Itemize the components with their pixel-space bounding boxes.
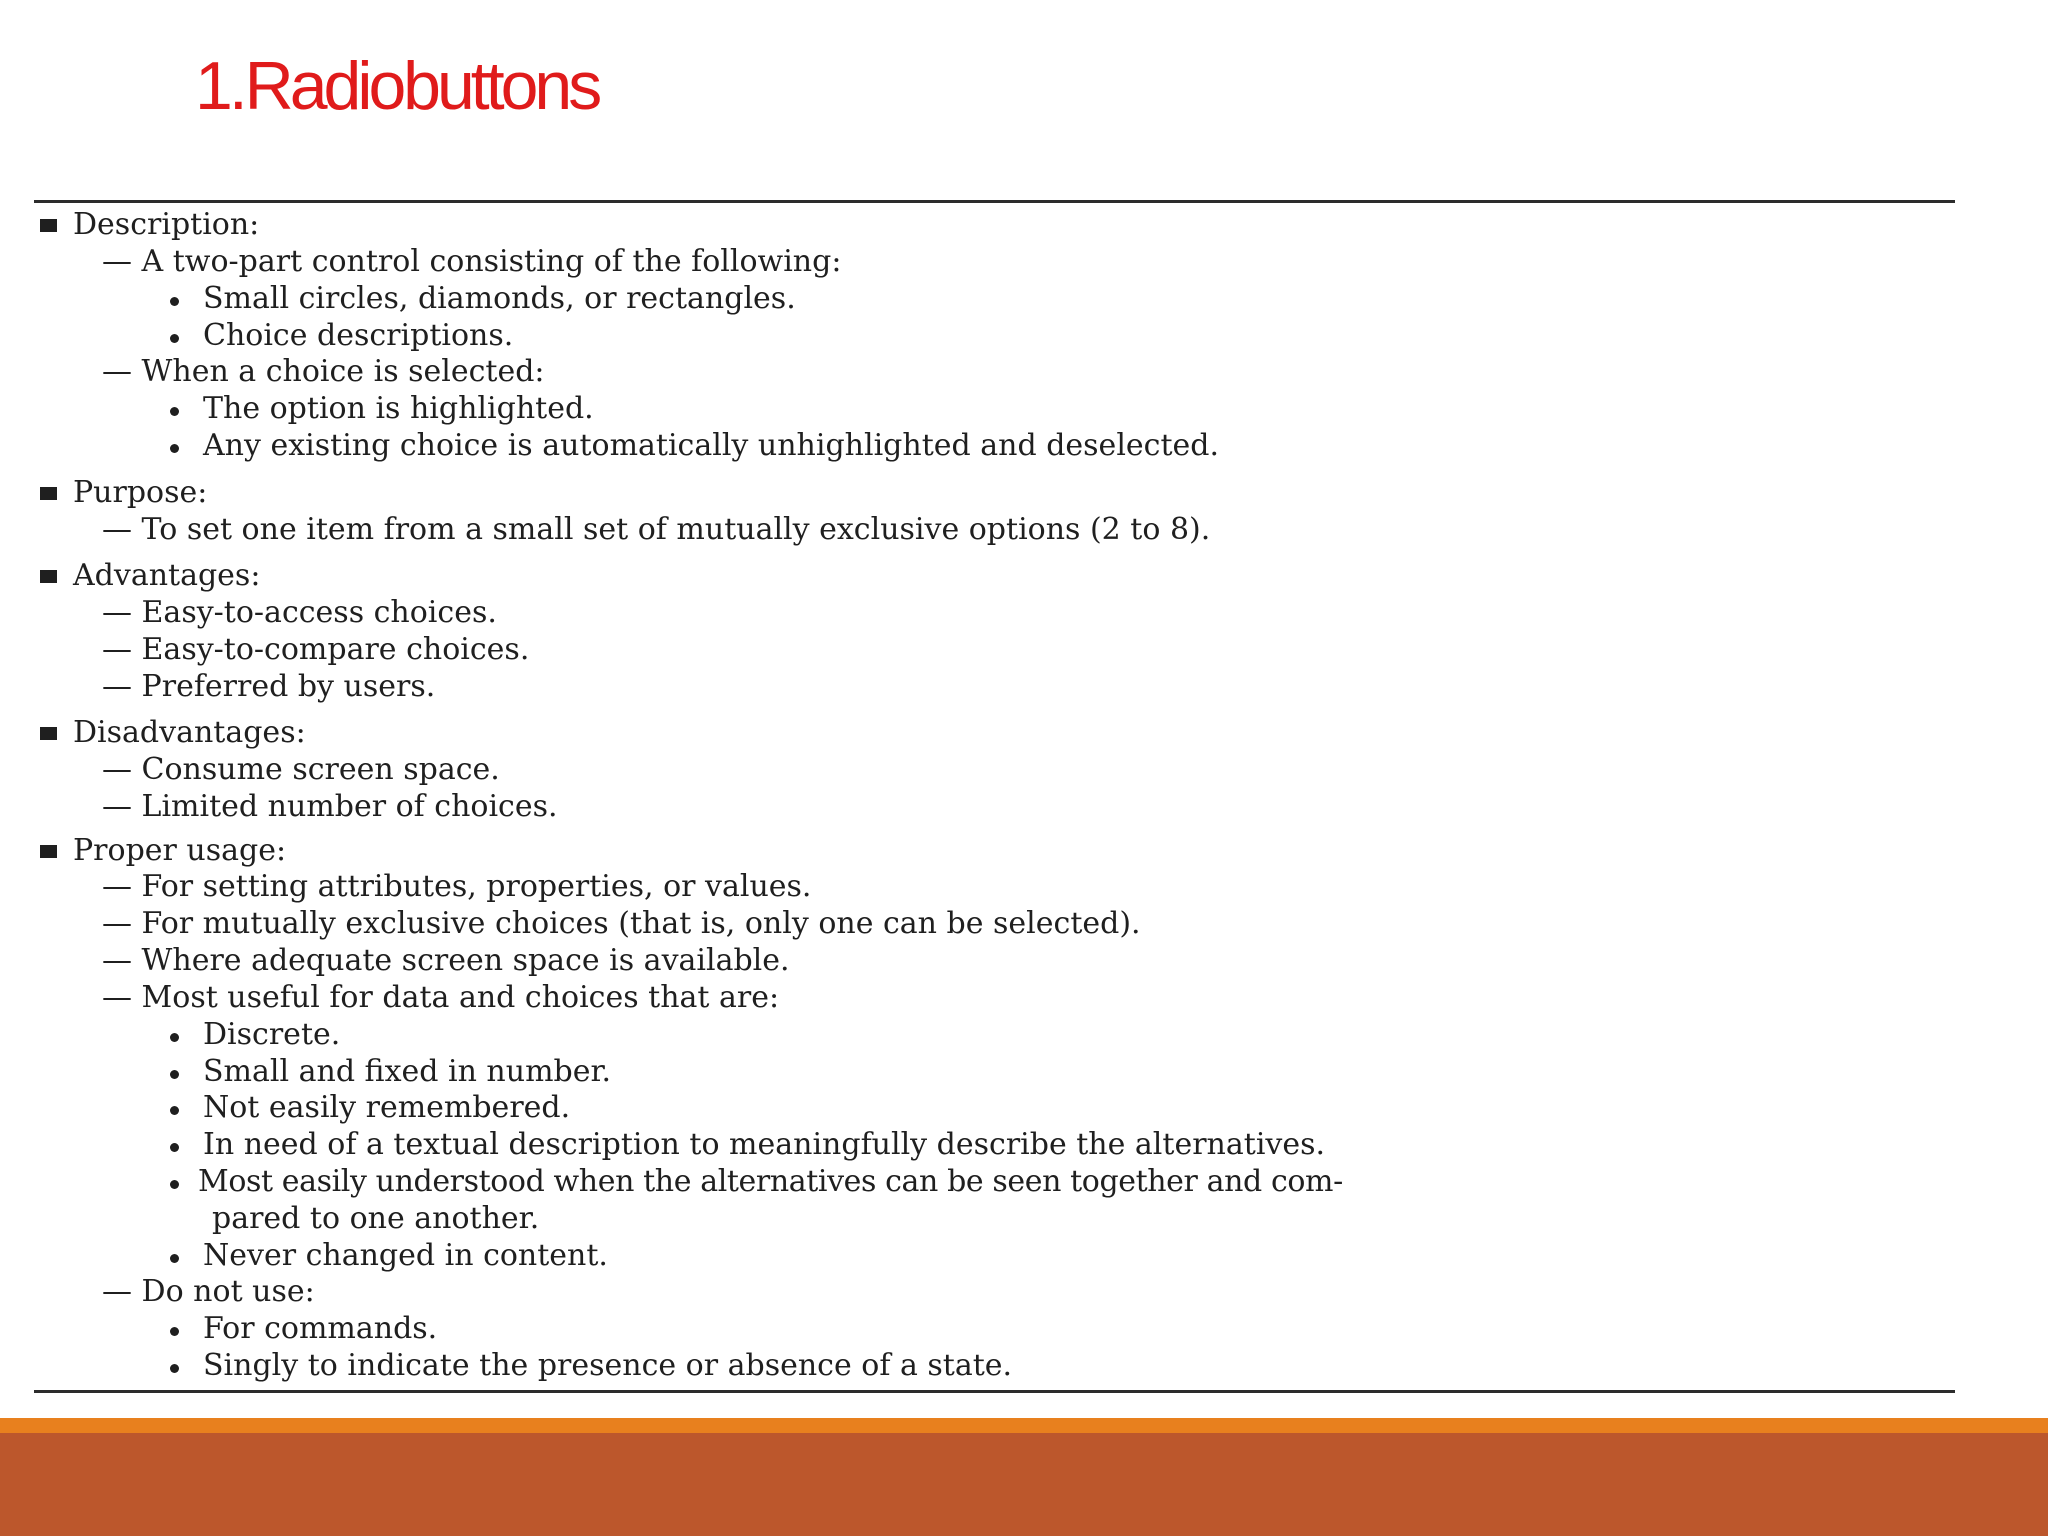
bullet-icon	[170, 444, 179, 453]
list-item: — For mutually exclusive choices (that is, only one can be selected).	[102, 906, 1141, 941]
list-item: — Easy-to-compare choices.	[102, 632, 530, 667]
slide-title: 1. Radio buttons	[195, 48, 599, 124]
list-item-continuation: pared to one another.	[212, 1201, 540, 1236]
footer-accent-stripe	[0, 1418, 2048, 1433]
list-item: — Most useful for data and choices that are:	[102, 980, 780, 1015]
list-item: Choice descriptions.	[203, 318, 514, 353]
list-item: — Easy-to-access choices.	[102, 595, 497, 630]
list-item: Most easily understood when the alternatives can be seen together and com-	[198, 1164, 1343, 1199]
bullet-icon	[170, 297, 179, 306]
list-item: The option is highlighted.	[203, 391, 594, 426]
section-bullet-icon	[40, 487, 57, 500]
list-item: — Preferred by users.	[102, 669, 436, 704]
list-item: — Do not use:	[102, 1274, 315, 1309]
section-bullet-icon	[40, 727, 57, 740]
section-bullet-icon	[40, 570, 57, 583]
bullet-icon	[170, 334, 179, 343]
list-item: — For setting attributes, properties, or values.	[102, 869, 812, 904]
list-item: Small circles, diamonds, or rectangles.	[203, 281, 796, 316]
heading-purpose: Purpose:	[73, 475, 208, 510]
list-item: — Where adequate screen space is available.	[102, 943, 790, 978]
bullet-icon	[170, 1180, 179, 1189]
bullet-icon	[170, 1143, 179, 1152]
list-item: Small and fixed in number.	[203, 1054, 612, 1089]
bullet-icon	[170, 1327, 179, 1336]
bullet-icon	[170, 407, 179, 416]
section-bullet-icon	[40, 845, 57, 858]
list-item: Not easily remembered.	[203, 1090, 571, 1125]
list-item: — Consume screen space.	[102, 752, 500, 787]
list-item: — To set one item from a small set of mutually exclusive options (2 to 8).	[102, 512, 1211, 547]
list-item: For commands.	[203, 1311, 438, 1346]
heading-disadvantages: Disadvantages:	[73, 715, 306, 750]
list-item: — When a choice is selected:	[102, 354, 545, 389]
heading-description: Description:	[73, 207, 260, 242]
list-item: — A two-part control consisting of the following:	[102, 244, 842, 279]
bullet-icon	[170, 1033, 179, 1042]
list-item: Singly to indicate the presence or absence of a state.	[203, 1348, 1013, 1383]
bullet-icon	[170, 1364, 179, 1373]
list-item: In need of a textual description to meaningfully describe the alternatives.	[203, 1127, 1326, 1162]
list-item: Never changed in content.	[203, 1238, 608, 1273]
heading-advantages: Advantages:	[73, 558, 261, 593]
bullet-icon	[170, 1254, 179, 1263]
bullet-icon	[170, 1070, 179, 1079]
list-item: Any existing choice is automatically unhighlighted and deselected.	[203, 428, 1220, 463]
bottom-rule	[34, 1390, 1955, 1393]
list-item: Discrete.	[203, 1017, 341, 1052]
footer-bar	[0, 1433, 2048, 1536]
bullet-icon	[170, 1106, 179, 1115]
heading-proper-usage: Proper usage:	[73, 833, 287, 868]
list-item: — Limited number of choices.	[102, 789, 558, 824]
section-bullet-icon	[40, 219, 57, 232]
